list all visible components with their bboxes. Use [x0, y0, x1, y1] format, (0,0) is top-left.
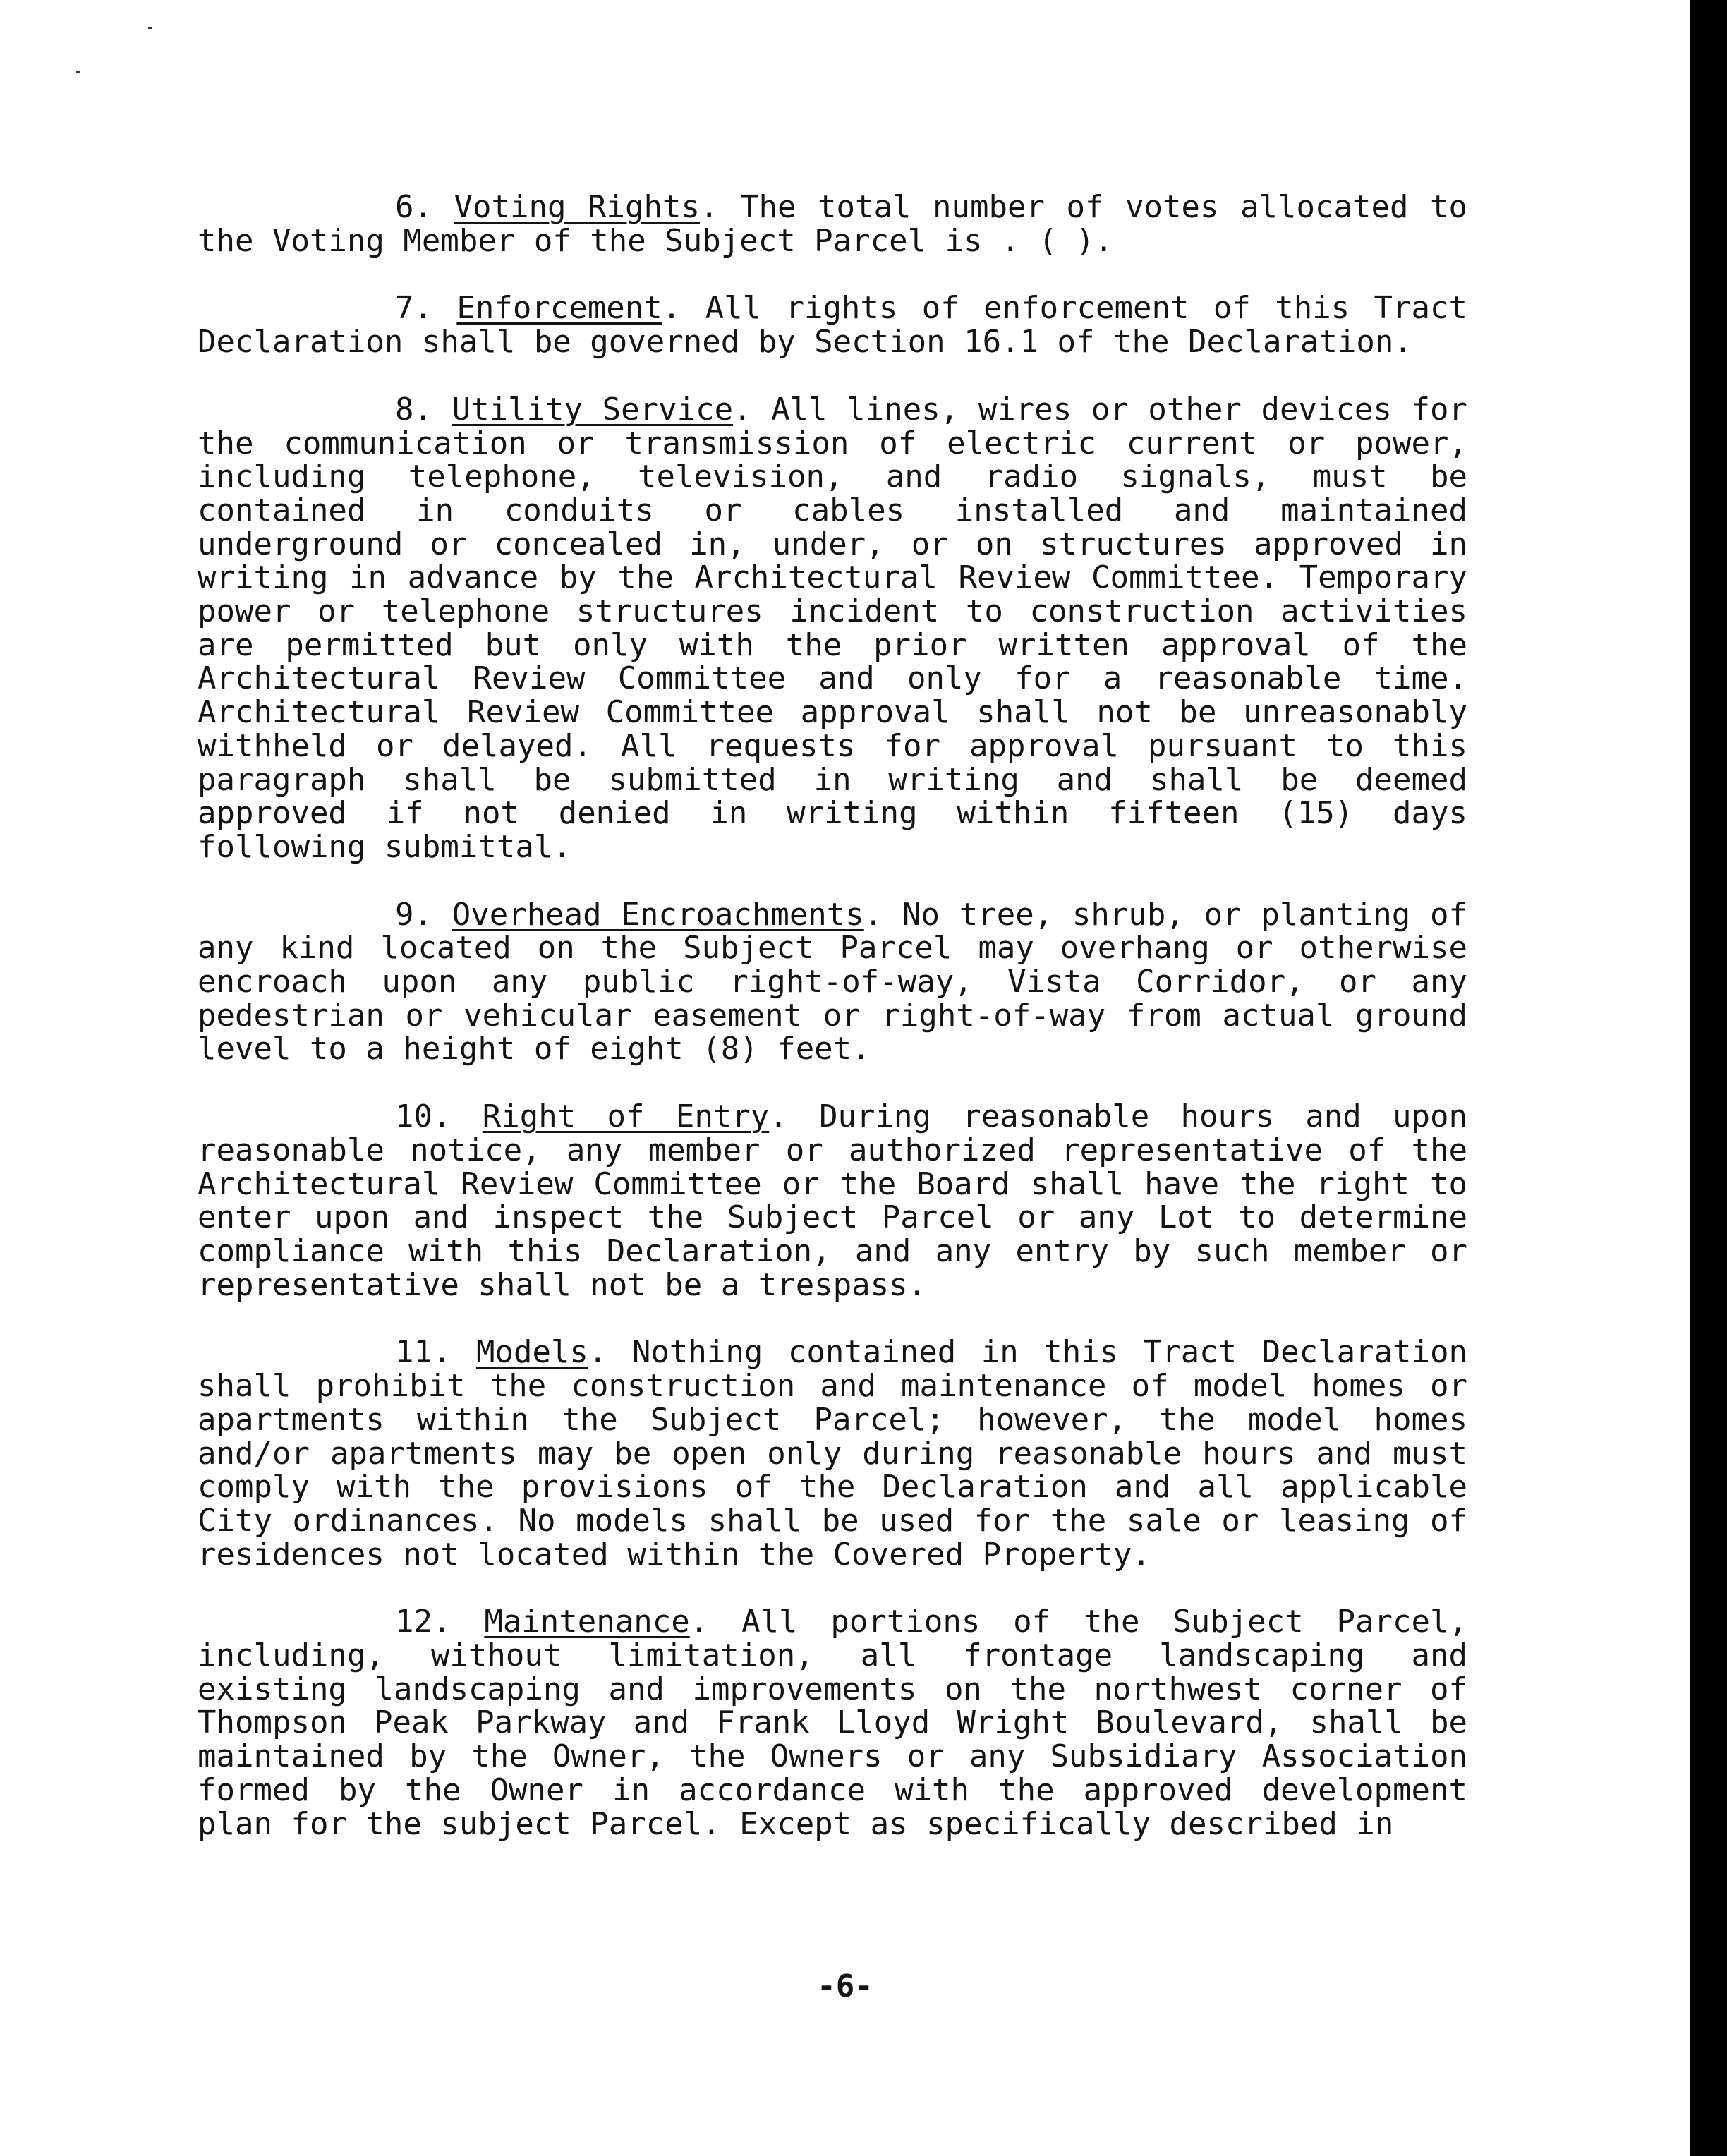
document-body [198, 190, 1467, 1875]
paragraph-body: . All lines, wires or other devices for the communication or transmission of electric current or power, including telephone, television, and radio signals, must be contained in conduits or cables installed and maintained underground or concealed in, under, or on structures approved in writing in advance by the Architectural Review Committee. Temporary power or telephone structures incident to construction activities are permitted but only with the prior written approval of the Architectural Review Committee and only for a reasonable time. Architectural Review Committee approval shall not be unreasonably withheld or delayed. All requests for approval pursuant to this paragraph shall be submitted in writing and shall be deemed approved if not denied in writing within fifteen (15) days following submittal. [198, 391, 1467, 865]
paragraph-body: . Nothing contained in this Tract Declaration shall prohibit the construction and maintenance of model homes or apartments within the Subject Parcel; however, the model homes and/or apartments may be open only during reasonable hours and must comply with the provisions of the Declaration and all applicable City ordinances. No models shall be used for the sale or leasing of residences not located within the Covered Property. [198, 1334, 1467, 1573]
paragraph-number: 8. [395, 391, 432, 428]
paragraph-body: . The total number of votes allocated to the Voting Member of the Subject Parcel is . ( ). [198, 189, 1468, 259]
paragraph-heading: Enforcement [456, 290, 662, 327]
paragraph-number: 12. [395, 1604, 452, 1640]
paragraph-heading: Maintenance [484, 1604, 690, 1640]
paragraph-heading: Right of Entry [482, 1098, 770, 1135]
paragraph-body: . During reasonable hours and upon reasonable notice, any member or authorized representative of the Architectural Review Committee or the Board shall have the right to enter upon and inspect the Subject Parcel or any Lot to determine compliance with this Declaration, and any entry by such member or representative shall not be a trespass. [198, 1098, 1467, 1303]
paragraph-maintenance [198, 1605, 1467, 1841]
scan-speck [148, 27, 152, 29]
paragraph-utility-service [198, 393, 1467, 864]
paragraph-heading: Voting Rights [454, 189, 700, 225]
paragraph-number: 6. [395, 189, 432, 225]
paragraph-right-of-entry [198, 1100, 1467, 1302]
scan-edge-shadow [1690, 0, 1727, 2156]
paragraph-number: 10. [395, 1098, 452, 1135]
paragraph-number: 7. [395, 290, 432, 327]
paragraph-heading: Utility Service [452, 391, 734, 428]
paragraph-enforcement [198, 290, 1467, 361]
paragraph-body: . All rights of enforcement of this Tract Declaration shall be governed by Section 16.1 of the Declaration. [198, 290, 1467, 361]
page-number: -6- [817, 1968, 873, 2004]
paragraph-number: 9. [395, 896, 432, 933]
paragraph-voting-rights [198, 190, 1467, 258]
paragraph-models [198, 1336, 1467, 1571]
scan-speck [76, 71, 80, 73]
paragraph-body: . No tree, shrub, or planting of any kind located on the Subject Parcel may overhang or otherwise encroach upon any public right-of-way, Vista Corridor, or any pedestrian or vehicular easement or right-of-way from actual ground level to a height of eight (8) feet. [198, 896, 1467, 1067]
paragraph-body: . All portions of the Subject Parcel, including, without limitation, all frontage landscaping and existing landscaping and improvements on the northwest corner of Thompson Peak Parkway and Frank Lloyd Wright Boulevard, shall be maintained by the Owner, the Owners or any Subsidiary Association formed by the Owner in accordance with the approved development plan for the subject Parcel. Except as specifically described in [198, 1604, 1467, 1842]
paragraph-overhead-encroachments [198, 898, 1467, 1067]
paragraph-number: 11. [395, 1334, 452, 1371]
paragraph-heading: Models [475, 1334, 588, 1371]
paragraph-heading: Overhead Encroachments [452, 896, 864, 933]
